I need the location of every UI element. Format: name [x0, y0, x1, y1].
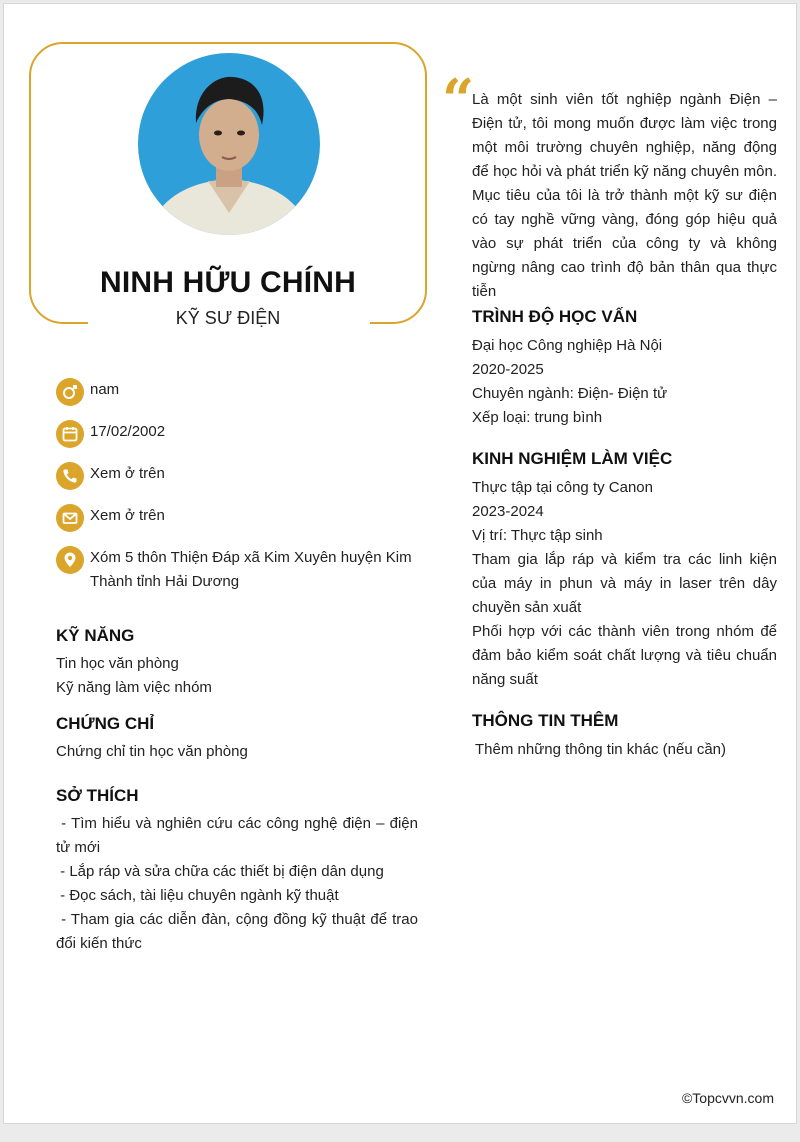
hobby-item: - Tìm hiểu và nghiên cứu các công nghệ điện – điện tử mới [56, 815, 423, 856]
education-school: Đại học Công nghiệp Hà Nội [472, 337, 663, 354]
experience-position: Vị trí: Thực tập sinh [472, 527, 603, 544]
hobby-item: - Đọc sách, tài liệu chuyên ngành kỹ thuật [56, 887, 339, 904]
career-objective: Là một sinh viên tốt nghiệp ngành Điện – Điện tử, tôi mong muốn được làm việc trong một môi trường chuyên nghiệp, năng động để học hỏi và phát triển kỹ năng chuyên môn. Mục tiêu của tôi là trở thành một kỹ sư điện có tay nghề vững vàng, đóng góp hiệu quả vào sự phát triển của công ty và không ngừng nâng cao trình độ bản thân qua thực tiễn [472, 91, 777, 300]
contact-gender [56, 378, 436, 406]
education-rank: Xếp loại: trung bình [472, 409, 603, 426]
email-icon [56, 504, 84, 532]
contact-address [56, 546, 436, 594]
watermark: ©Topcvvn.com [681, 1090, 774, 1106]
job-title: KỸ SƯ ĐIỆN [175, 308, 281, 328]
experience-description: Tham gia lắp ráp và kiểm tra các linh kiện của máy in phun và máy in laser trên dây chuyền sản xuất [472, 551, 777, 616]
birthday-text: 17/02/2002 [90, 423, 166, 440]
address-text: Xóm 5 thôn Thiện Đáp xã Kim Xuyên huyện Kim Thành tỉnh Hải Dương [90, 549, 412, 590]
contact-email [56, 504, 436, 532]
hobbies-heading: SỞ THÍCH [56, 786, 139, 805]
experience-description: Phối hợp với các thành viên trong nhóm để đảm bảo kiểm soát chất lượng và tiêu chuẩn năng suất [472, 623, 777, 688]
calendar-icon [56, 420, 84, 448]
candidate-name: NINH HỮU CHÍNH [99, 266, 356, 299]
gender-icon [56, 378, 84, 406]
experience-period: 2023-2024 [472, 503, 544, 520]
additional-text: Thêm những thông tin khác (nếu cần) [475, 741, 727, 758]
hobby-item: - Tham gia các diễn đàn, cộng đồng kỹ thuật để trao đổi kiến thức [56, 911, 423, 952]
certificate-item: Chứng chỉ tin học văn phòng [56, 743, 248, 760]
education-major: Chuyên ngành: Điện- Điện tử [472, 385, 668, 402]
avatar [138, 53, 320, 235]
skill-item: Kỹ năng làm việc nhóm [56, 679, 212, 696]
contact-phone [56, 462, 436, 490]
additional-heading: THÔNG TIN THÊM [472, 711, 619, 730]
certificates-heading: CHỨNG CHỈ [56, 714, 155, 733]
education-period: 2020-2025 [472, 361, 544, 378]
quote-icon: “ [442, 67, 475, 133]
hobby-item: - Lắp ráp và sửa chữa các thiết bị điện dân dụng [56, 863, 384, 880]
phone-text: Xem ở trên [90, 465, 165, 482]
experience-heading: KINH NGHIỆM LÀM VIỆC [472, 449, 673, 468]
skills-heading: KỸ NĂNG [56, 626, 135, 645]
location-pin-icon [56, 546, 84, 574]
cv-page [3, 3, 797, 1124]
gender-text: nam [90, 381, 120, 398]
experience-company: Thực tập tại công ty Canon [472, 479, 653, 496]
education-heading: TRÌNH ĐỘ HỌC VẤN [472, 307, 638, 326]
phone-icon [56, 462, 84, 490]
skill-item: Tin học văn phòng [56, 655, 179, 672]
email-text: Xem ở trên [90, 507, 165, 524]
contact-birthday [56, 420, 436, 448]
